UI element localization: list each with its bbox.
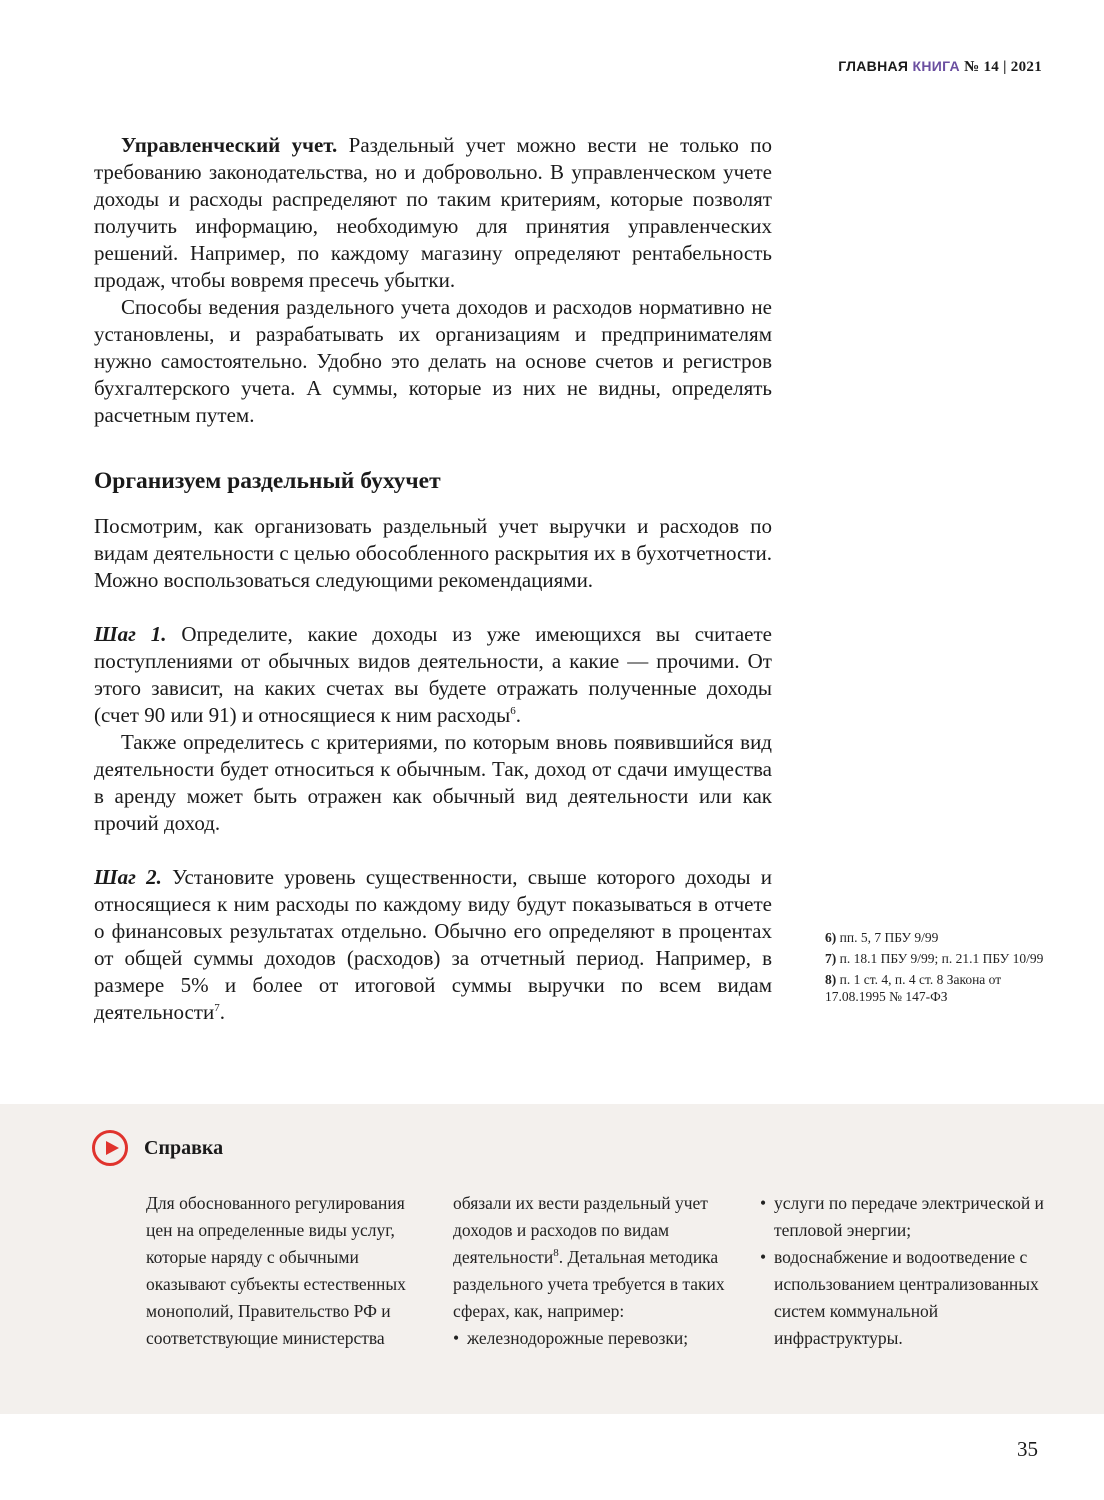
footnote-8: 8) п. 1 ст. 4, п. 4 ст. 8 Закона от 17.08.1995 № 147-ФЗ bbox=[825, 972, 1002, 1004]
step-2: Шаг 2. Установите уровень существенности, свыше которого доходы и относящиеся к ним расходы по каждому виду будут показываться в отчете о финансовых результатах отдельно. Обычно его определяют в процентах от общей суммы доходов (расходов) за отчетный период. Например, в размере 5% и более от итоговой суммы выручки по всем видам деятельности$^7$. bbox=[94, 865, 772, 1024]
wavy-edge bbox=[0, 1100, 1104, 1108]
step-1: Шаг 1. Определите, какие доходы из уже имеющихся вы считаете поступлениями от обычных видов деятельности, а какие — прочими. От этого зависит, на каких счетах вы будете отражать полученные доходы (счет 90 или 91) и относящиеся к ним расходы$^6$. bbox=[94, 622, 772, 727]
intro-bold: Управленческий учет. bbox=[121, 133, 338, 157]
reference-box bbox=[0, 1104, 1104, 1414]
page-number: 35 bbox=[1017, 1437, 1038, 1461]
footnote-7: 7) п. 18.1 ПБУ 9/99; п. 21.1 ПБУ 10/99 bbox=[825, 951, 1044, 966]
footnotes bbox=[825, 929, 1045, 1009]
bullet-item: • услуги по передаче электрической и тепловой энергии; bbox=[760, 1190, 1050, 1244]
reference-header bbox=[92, 1130, 223, 1166]
paragraph-3: Посмотрим, как организовать раздельный учет выручки и расходов по видам деятельности с целью обособленного раскрытия их в бухотчетности. Можно воспользоваться следующими рекомендациями. bbox=[94, 514, 772, 592]
issue-number: № 14 | 2021 bbox=[964, 59, 1042, 75]
step-1-label: Шаг 1. bbox=[94, 622, 167, 646]
paragraph-4: Также определитесь с критериями, по которым вновь появившийся вид деятельности будет относиться к обычным. Так, доход от сдачи имущества в аренду может быть отражен как обычный вид деятельности или как прочий доход. bbox=[94, 730, 772, 835]
section-heading: Организуем раздельный бухучет bbox=[94, 468, 441, 494]
reference-title: Справка bbox=[144, 1136, 224, 1159]
masthead bbox=[838, 58, 1042, 76]
brand-part1: ГЛАВНАЯ bbox=[838, 58, 909, 74]
footnote-ref-7[interactable]: 7 bbox=[214, 1002, 220, 1014]
reference-column-1: Для обоснованного регулирования цен на определенные виды услуг, которые наряду с обычными оказывают субъекты естественных монополий, Правительство РФ и соответствующие министерства bbox=[146, 1193, 406, 1348]
footnote-ref-8[interactable]: 8 bbox=[553, 1247, 559, 1260]
play-circle-icon bbox=[92, 1130, 128, 1166]
footnote-ref-6[interactable]: 6 bbox=[510, 705, 516, 717]
reference-column-2: обязали их вести раздельный учет доходов и расходов по видам деятельности$^8$. Детальная методика раздельного учета требуется в таких сферах, как, например: • железнодорожные перевозки; bbox=[453, 1190, 743, 1352]
bullet-item: • водоснабжение и водоотведение с использованием централизованных систем коммунальной инфраструктуры. bbox=[760, 1244, 1050, 1352]
bullet-item: • железнодорожные перевозки; bbox=[453, 1325, 743, 1352]
intro-paragraph: Управленческий учет. Раздельный учет можно вести не только по требованию законодательства, но и добровольно. В управленческом учете доходы и расходы распределяют по таким критериям, которые позволят получить информацию, необходимую для принятия управленческих решений. Например, по каждому магазину определяют рентабельность продаж, чтобы вовремя пресечь убытки. bbox=[94, 133, 772, 292]
paragraph-2: Способы ведения раздельного учета доходов и расходов нормативно не установлены, и разрабатывать их организациям и предпринимателям нужно самостоятельно. Удобно это делать на основе счетов и регистров бухгалтерского учета. А суммы, которые из них не видны, определять расчетным путем. bbox=[94, 295, 772, 427]
reference-column-3 bbox=[760, 1190, 1050, 1352]
footnote-6: 6) пп. 5, 7 ПБУ 9/99 bbox=[825, 930, 939, 945]
step-2-label: Шаг 2. bbox=[94, 865, 162, 889]
brand-part2: КНИГА bbox=[912, 58, 960, 74]
article-body bbox=[94, 132, 772, 1026]
